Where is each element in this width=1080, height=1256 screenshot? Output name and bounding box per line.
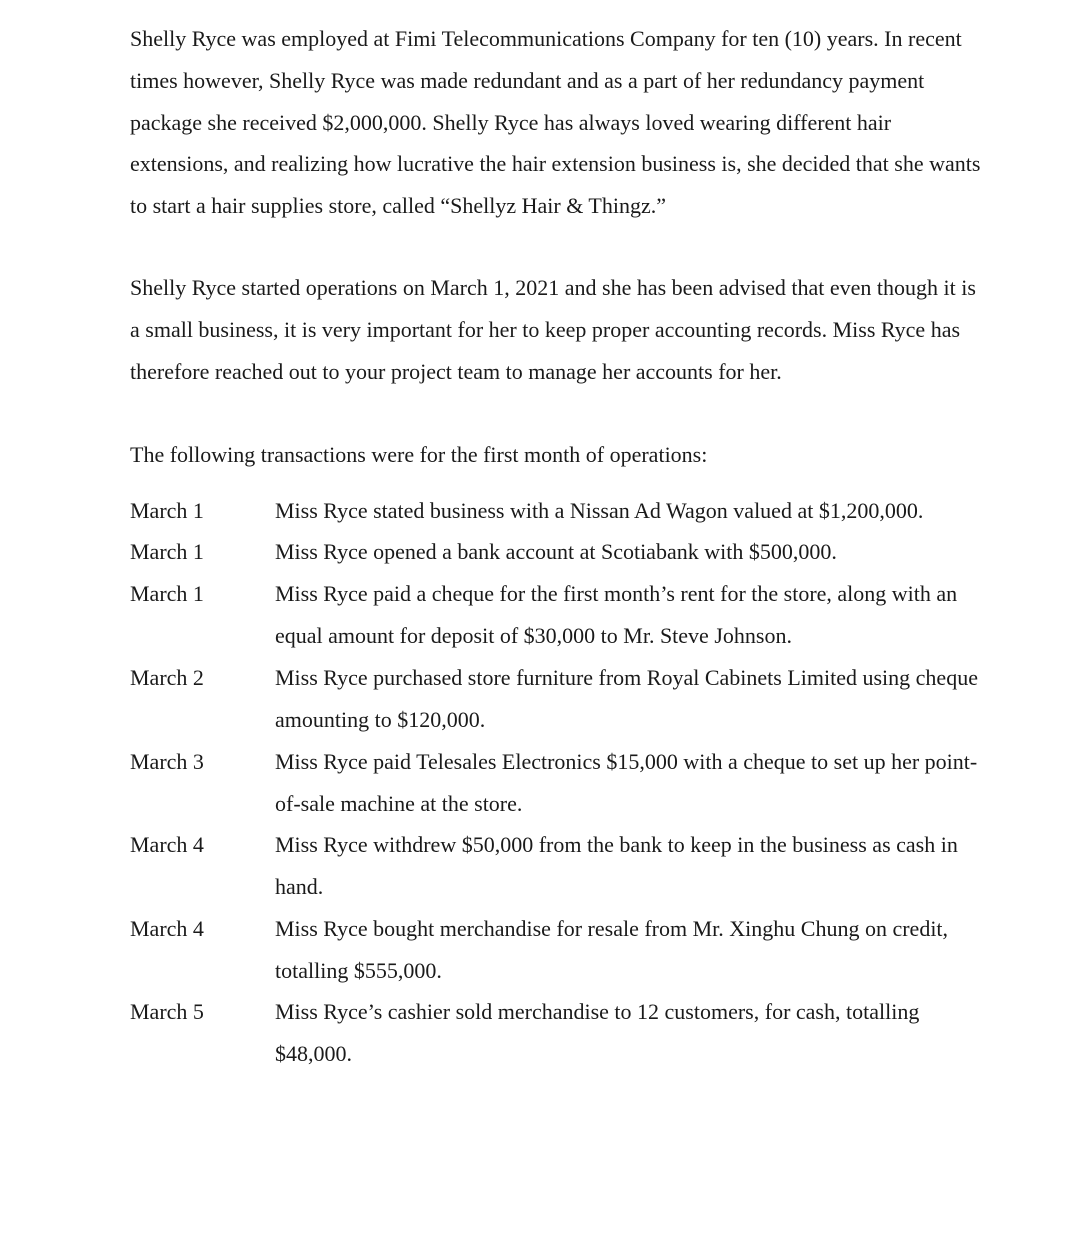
transaction-date: March 2 (130, 665, 204, 690)
transaction-date: March 1 (130, 581, 204, 606)
description-line: Miss Ryce bought merchandise for resale from Mr. Xinghu Chung on credit, (275, 916, 949, 941)
description-line: Miss Ryce’s cashier sold merchandise to 12 customers, for cash, totalling (275, 999, 920, 1024)
description-line: Miss Ryce purchased store furniture from Royal Cabinets Limited using cheque (275, 665, 978, 690)
description-line: $48,000. (275, 1040, 352, 1066)
transaction-date: March 3 (130, 749, 204, 774)
paragraph-line: a small business, it is very important for her to keep proper accounting records. Miss Ryce has (130, 316, 961, 342)
operations-paragraph (130, 267, 1070, 392)
transactions-heading: The following transactions were for the first month of operations: (130, 442, 708, 467)
paragraph-line: therefore reached out to your project team to manage her accounts for her. (130, 358, 782, 384)
transaction-date: March 4 (130, 832, 204, 857)
transaction-description (275, 991, 1075, 1075)
paragraph-line: Shelly Ryce started operations on March 1, 2021 and she has been advised that even though it is (130, 275, 976, 300)
description-line: hand. (275, 873, 324, 899)
transaction-date: March 1 (130, 498, 204, 523)
transaction-date: March 5 (130, 999, 204, 1024)
transaction-description (275, 490, 1075, 532)
description-line: Miss Ryce opened a bank account at Scotiabank with $500,000. (275, 539, 837, 564)
transaction-description (275, 573, 1075, 657)
paragraph-line: extensions, and realizing how lucrative the hair extension business is, she decided that she wants (130, 151, 981, 177)
paragraph-line: package she received $2,000,000. Shelly Ryce has always loved wearing different hair (130, 109, 892, 135)
description-line: of-sale machine at the store. (275, 790, 523, 816)
transaction-description (275, 531, 1075, 573)
transaction-date: March 4 (130, 916, 204, 941)
description-line: Miss Ryce paid a cheque for the first month’s rent for the store, along with an (275, 581, 958, 606)
transaction-description (275, 741, 1075, 825)
description-line: totalling $555,000. (275, 957, 442, 983)
transaction-date: March 1 (130, 539, 204, 564)
description-line: equal amount for deposit of $30,000 to Mr. Steve Johnson. (275, 622, 792, 648)
paragraph-line: Shelly Ryce was employed at Fimi Telecommunications Company for ten (10) years. In recent (130, 26, 962, 51)
description-line: Miss Ryce paid Telesales Electronics $15,000 with a cheque to set up her point- (275, 749, 978, 774)
intro-paragraph (130, 18, 1070, 227)
description-line: Miss Ryce stated business with a Nissan Ad Wagon valued at $1,200,000. (275, 498, 924, 523)
transaction-description (275, 657, 1075, 741)
paragraph-line: to start a hair supplies store, called “Shellyz Hair & Thingz.” (130, 193, 666, 219)
description-line: amounting to $120,000. (275, 706, 486, 732)
description-line: Miss Ryce withdrew $50,000 from the bank to keep in the business as cash in (275, 832, 958, 857)
transaction-description (275, 824, 1075, 908)
paragraph-line: times however, Shelly Ryce was made redundant and as a part of her redundancy payment (130, 67, 925, 93)
transaction-description (275, 908, 1075, 992)
